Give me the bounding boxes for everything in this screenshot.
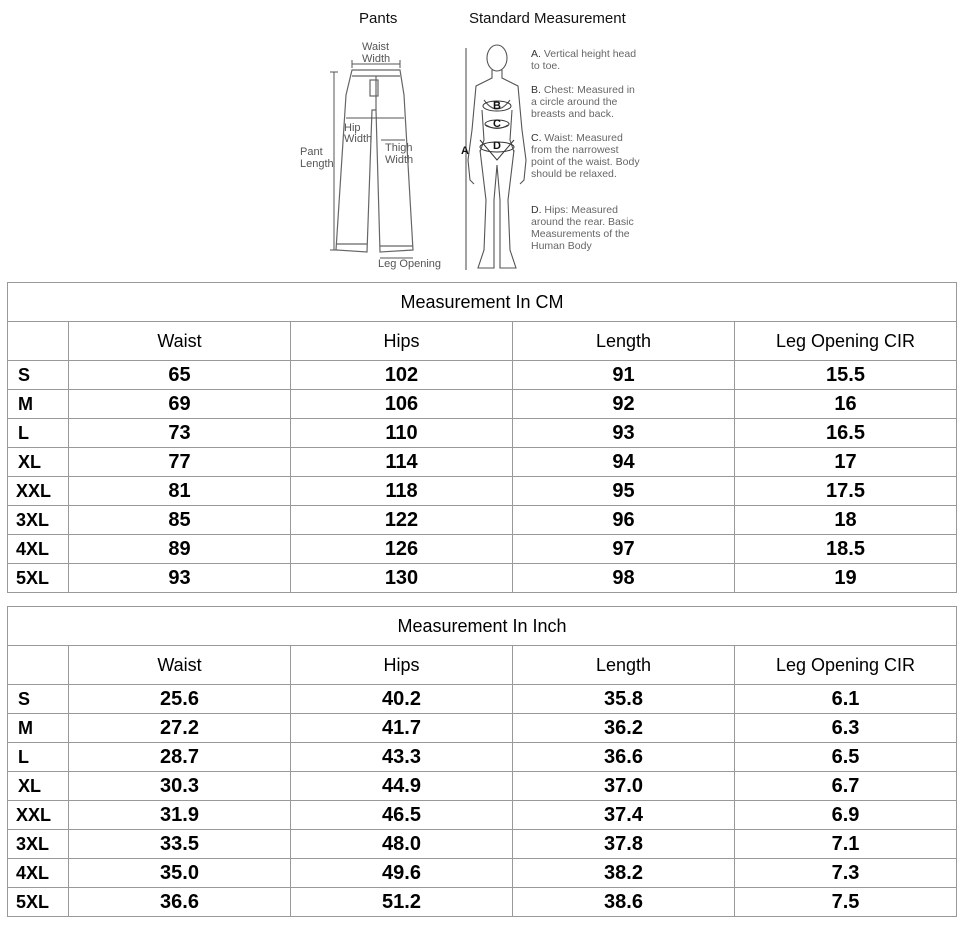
table-caption-row	[8, 607, 957, 646]
hips-cell: 130	[291, 564, 513, 593]
leg-opening-cell: 6.5	[735, 743, 957, 772]
note-a-letter: A.	[531, 48, 541, 60]
size-cell: 4XL	[8, 859, 69, 888]
diagram-drawing	[0, 0, 962, 280]
table-row	[8, 743, 957, 772]
size-cell: 3XL	[8, 830, 69, 859]
size-cell: XXL	[8, 477, 69, 506]
table-caption: Measurement In CM	[8, 283, 957, 322]
table-row	[8, 390, 957, 419]
waist-cell: 69	[69, 390, 291, 419]
hips-cell: 48.0	[291, 830, 513, 859]
header-leg-opening: Leg Opening CIR	[735, 322, 957, 361]
waist-cell: 65	[69, 361, 291, 390]
table-row	[8, 419, 957, 448]
leg-opening-cell: 7.3	[735, 859, 957, 888]
note-a	[531, 48, 641, 72]
waist-cell: 25.6	[69, 685, 291, 714]
waist-cell: 93	[69, 564, 291, 593]
table-row	[8, 477, 957, 506]
size-cell: S	[8, 361, 69, 390]
waist-cell: 31.9	[69, 801, 291, 830]
hips-cell: 118	[291, 477, 513, 506]
hips-cell: 43.3	[291, 743, 513, 772]
length-cell: 37.0	[513, 772, 735, 801]
waist-cell: 73	[69, 419, 291, 448]
size-cell: XXL	[8, 801, 69, 830]
leg-opening-cell: 19	[735, 564, 957, 593]
hips-cell: 114	[291, 448, 513, 477]
thigh-width-label-1: Thigh	[385, 142, 413, 154]
waist-cell: 81	[69, 477, 291, 506]
waist-cell: 27.2	[69, 714, 291, 743]
hips-cell: 44.9	[291, 772, 513, 801]
body-letter-d: D	[493, 140, 501, 152]
length-cell: 91	[513, 361, 735, 390]
header-size	[8, 646, 69, 685]
header-size	[8, 322, 69, 361]
note-b	[531, 84, 641, 120]
waist-cell: 28.7	[69, 743, 291, 772]
table-header-row	[8, 646, 957, 685]
pant-length-label-2: Length	[300, 158, 334, 170]
size-table-cm	[7, 282, 957, 593]
size-cell: L	[8, 743, 69, 772]
waist-cell: 30.3	[69, 772, 291, 801]
length-cell: 37.4	[513, 801, 735, 830]
body-letter-a: A	[461, 145, 469, 157]
waist-width-label-2: Width	[362, 53, 391, 65]
leg-opening-cell: 17.5	[735, 477, 957, 506]
table-row	[8, 714, 957, 743]
leg-opening-cell: 18	[735, 506, 957, 535]
note-c	[531, 132, 641, 180]
hips-cell: 106	[291, 390, 513, 419]
size-cell: 5XL	[8, 888, 69, 917]
note-d	[531, 204, 641, 252]
length-cell: 92	[513, 390, 735, 419]
leg-opening-cell: 17	[735, 448, 957, 477]
pant-length-label-1: Pant	[300, 146, 323, 158]
leg-opening-cell: 7.1	[735, 830, 957, 859]
size-cell: 3XL	[8, 506, 69, 535]
waist-cell: 89	[69, 535, 291, 564]
header-waist: Waist	[69, 646, 291, 685]
table-row	[8, 506, 957, 535]
hips-cell: 51.2	[291, 888, 513, 917]
length-cell: 95	[513, 477, 735, 506]
waist-cell: 77	[69, 448, 291, 477]
hips-cell: 122	[291, 506, 513, 535]
size-cell: 4XL	[8, 535, 69, 564]
header-hips: Hips	[291, 646, 513, 685]
waist-cell: 35.0	[69, 859, 291, 888]
table-row	[8, 685, 957, 714]
table-row	[8, 361, 957, 390]
hips-cell: 126	[291, 535, 513, 564]
waist-cell: 33.5	[69, 830, 291, 859]
length-cell: 37.8	[513, 830, 735, 859]
header-hips: Hips	[291, 322, 513, 361]
leg-opening-label: Leg Opening	[378, 258, 441, 270]
note-c-letter: C.	[531, 132, 542, 144]
size-cell: 5XL	[8, 564, 69, 593]
hip-width-label-2: Width	[344, 133, 373, 145]
table-row	[8, 801, 957, 830]
table-caption-row	[8, 283, 957, 322]
size-cell: XL	[8, 772, 69, 801]
hips-cell: 110	[291, 419, 513, 448]
hips-cell: 46.5	[291, 801, 513, 830]
length-cell: 35.8	[513, 685, 735, 714]
size-cell: M	[8, 714, 69, 743]
measurement-diagram	[0, 0, 962, 280]
length-cell: 97	[513, 535, 735, 564]
length-cell: 98	[513, 564, 735, 593]
size-table-inch	[7, 606, 957, 917]
length-cell: 38.2	[513, 859, 735, 888]
hips-cell: 49.6	[291, 859, 513, 888]
table-row	[8, 888, 957, 917]
body-figure	[466, 45, 526, 270]
waist-width-label-1: Waist	[362, 41, 390, 53]
hips-cell: 40.2	[291, 685, 513, 714]
note-a-text: Vertical height head to toe.	[531, 48, 637, 72]
table-row	[8, 772, 957, 801]
table-row	[8, 859, 957, 888]
waist-cell: 36.6	[69, 888, 291, 917]
leg-opening-cell: 6.1	[735, 685, 957, 714]
length-cell: 38.6	[513, 888, 735, 917]
length-cell: 94	[513, 448, 735, 477]
leg-opening-cell: 6.9	[735, 801, 957, 830]
note-c-text: Waist: Measured from the narrowest point of the waist. Body should be relaxed.	[531, 132, 640, 180]
leg-opening-cell: 15.5	[735, 361, 957, 390]
leg-opening-cell: 16	[735, 390, 957, 419]
header-waist: Waist	[69, 322, 291, 361]
table-row	[8, 535, 957, 564]
length-cell: 93	[513, 419, 735, 448]
hips-cell: 41.7	[291, 714, 513, 743]
note-b-text: Chest: Measured in a circle around the breasts and back.	[531, 84, 635, 120]
leg-opening-cell: 6.7	[735, 772, 957, 801]
table-row	[8, 564, 957, 593]
note-d-text: Hips: Measured around the rear. Basic Measurements of the Human Body	[531, 204, 634, 252]
hips-cell: 102	[291, 361, 513, 390]
table-row	[8, 830, 957, 859]
length-cell: 96	[513, 506, 735, 535]
thigh-width-label-2: Width	[385, 154, 414, 166]
size-cell: M	[8, 390, 69, 419]
table-caption: Measurement In Inch	[8, 607, 957, 646]
length-cell: 36.6	[513, 743, 735, 772]
header-length: Length	[513, 322, 735, 361]
size-cell: L	[8, 419, 69, 448]
table-row	[8, 448, 957, 477]
leg-opening-cell: 18.5	[735, 535, 957, 564]
leg-opening-cell: 6.3	[735, 714, 957, 743]
table-header-row	[8, 322, 957, 361]
body-letter-c: C	[493, 118, 501, 130]
body-letter-b: B	[493, 100, 501, 112]
pants-title: Pants	[359, 10, 398, 27]
note-b-letter: B.	[531, 84, 541, 96]
hip-width-label-1: Hip	[344, 122, 361, 134]
waist-cell: 85	[69, 506, 291, 535]
size-cell: XL	[8, 448, 69, 477]
length-cell: 36.2	[513, 714, 735, 743]
leg-opening-cell: 16.5	[735, 419, 957, 448]
header-leg-opening: Leg Opening CIR	[735, 646, 957, 685]
leg-opening-cell: 7.5	[735, 888, 957, 917]
note-d-letter: D.	[531, 204, 542, 216]
header-length: Length	[513, 646, 735, 685]
standard-measurement-title: Standard Measurement	[469, 10, 626, 27]
size-cell: S	[8, 685, 69, 714]
